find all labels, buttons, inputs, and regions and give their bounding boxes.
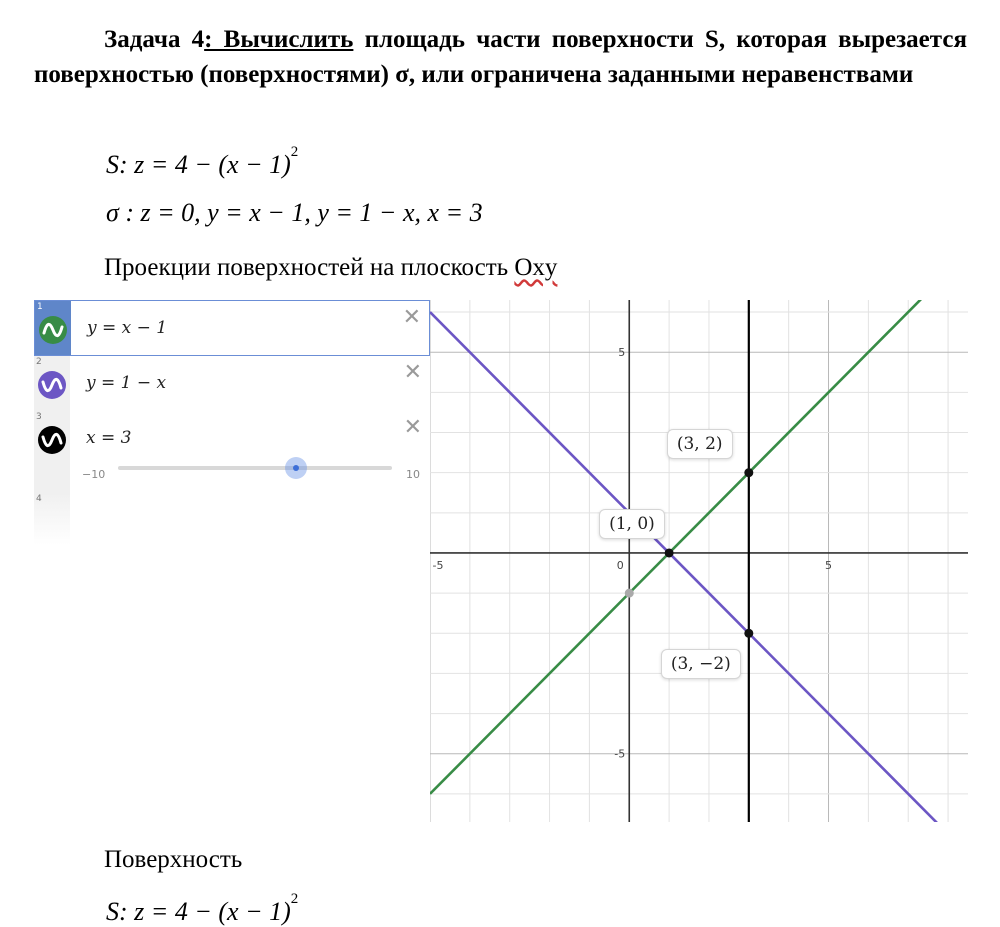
intersection-point	[744, 629, 753, 638]
row-gutter	[34, 493, 70, 545]
projection-caption	[104, 254, 557, 282]
graph-toggle-icon[interactable]	[38, 426, 66, 454]
row-index: 1	[37, 302, 43, 312]
projection-caption-text: Проекции поверхностей на плоскость	[104, 254, 515, 281]
surface-symbol: S	[106, 150, 119, 179]
row-index: 3	[36, 412, 42, 422]
slider-min-label: −10	[82, 468, 106, 481]
projection-caption-word: Oxy	[514, 254, 558, 281]
surface-symbol: S	[106, 897, 119, 926]
expression-row-4[interactable]	[34, 493, 430, 545]
y-tick-label: -5	[614, 747, 626, 761]
surface-equation: : z = 4 − (x − 1)	[119, 897, 291, 926]
expression-text[interactable]: y = 1 − x	[86, 373, 167, 393]
x-tick-label: 0	[616, 558, 624, 572]
slider-max-label: 10	[406, 468, 420, 481]
point-label[interactable]: (3, −2)	[661, 649, 741, 679]
task-number: Задача 4	[104, 26, 205, 53]
intersection-point	[744, 468, 753, 477]
graph-view[interactable]	[430, 300, 968, 827]
surface-caption: Поверхность	[104, 846, 243, 873]
task-action: : Вычислить	[204, 26, 354, 53]
x-tick-label: -5	[432, 558, 444, 572]
surface-formula	[106, 144, 299, 180]
y-tick-label: 5	[618, 346, 626, 360]
expression-text[interactable]: x = 3	[86, 428, 132, 448]
surface-exponent: 2	[290, 891, 299, 907]
delete-icon[interactable]: ✕	[403, 360, 422, 385]
algebra-panel	[34, 300, 430, 545]
expression-text[interactable]: y = x − 1	[87, 318, 168, 338]
row-index: 2	[36, 357, 42, 367]
intersection-point	[665, 548, 674, 557]
row-index: 4	[36, 494, 42, 504]
row-gutter	[34, 411, 70, 493]
point-label[interactable]: (1, 0)	[599, 509, 665, 539]
expression-row-1[interactable]	[34, 300, 430, 356]
graph-background	[430, 300, 968, 822]
task-statement	[34, 22, 967, 92]
graph-toggle-icon[interactable]	[39, 316, 67, 344]
surface-exponent: 2	[290, 144, 299, 160]
row-gutter	[34, 356, 70, 411]
slider-thumb[interactable]	[285, 457, 307, 479]
slider-track[interactable]	[118, 466, 392, 470]
surface-equation: : z = 4 − (x − 1)	[119, 150, 291, 179]
graph-toggle-icon[interactable]	[38, 371, 66, 399]
expression-row-3[interactable]	[34, 411, 430, 494]
graph-canvas[interactable]	[430, 300, 968, 822]
intersection-point	[625, 589, 634, 598]
delete-icon[interactable]: ✕	[403, 415, 422, 440]
point-label[interactable]: (3, 2)	[667, 429, 733, 459]
row-gutter	[35, 301, 71, 355]
task-text: площадь части поверхности S, которая вырезается поверхностью (поверхностями) σ, или ограничена заданными неравенствами	[34, 26, 967, 88]
x-tick-label: 5	[825, 558, 833, 572]
surface-formula-repeat	[106, 891, 299, 927]
sigma-equations: σ : z = 0, y = x − 1, y = 1 − x, x = 3	[106, 198, 483, 227]
expression-row-2[interactable]	[34, 356, 430, 412]
sigma-formula	[106, 198, 483, 228]
delete-icon[interactable]: ✕	[402, 305, 421, 330]
